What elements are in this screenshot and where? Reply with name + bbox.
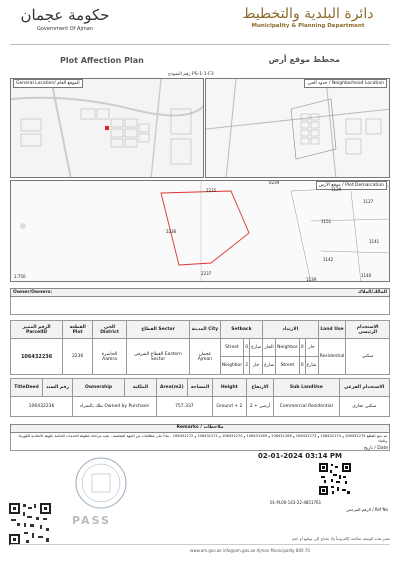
district: الحاضرة Aamra <box>93 339 127 375</box>
header-title-deed-ar: رقم السند <box>42 379 72 397</box>
plot-demarcation-label: موقع الأرض / Plot Demarcation <box>316 181 387 190</box>
plot-number: 1139 <box>306 277 317 282</box>
plot-number: 2237 <box>201 271 212 276</box>
header-sub-landuse-ar: الاستخدام الفرعي <box>339 379 390 397</box>
sub-landuse-ar: سكني تجاري <box>339 397 390 417</box>
qr-code-left-graphic <box>8 502 52 546</box>
setback-cell: 0 <box>299 357 305 375</box>
qr-code-left[interactable] <box>8 502 52 546</box>
owners-box <box>10 297 390 315</box>
footer-links[interactable]: www.am.gov.ae info@am.gov.ae Ajman Municipality 800 70 <box>190 548 310 553</box>
setback-cell: شارع <box>305 357 318 375</box>
sector: القطاع الشرقي Eastern Sector <box>126 339 189 375</box>
official-stamp <box>74 456 128 510</box>
form-number: رقم النموذج PS-1-1-F3 <box>168 72 214 77</box>
city: عجمان Ajman <box>190 339 221 375</box>
header-land-use-ar: الاستخدام الرئيسي <box>346 321 390 339</box>
header-setback-ar: الارتداد <box>263 321 318 339</box>
page-title-en: Plot Affection Plan <box>60 56 144 65</box>
height-ar: أرضي + 2 <box>246 397 273 417</box>
remarks-label: Remarks / ملاحظات <box>176 425 224 430</box>
neighborhood-map-graphic <box>206 79 390 178</box>
department-name-ar: دائرة البلدية والتخطيط <box>242 6 374 22</box>
remarks-text: تم دمج القطع 106431275 و 106431274 و 106431273 و 106431268 و 106431269 و 106431270 و 106431271 و 106431272 ، بناءاً على مطالعات من الجهة المختصة ، يجب مراعاة خطوط الخدمات الخاصة بالهيئة الاتحادية للكهرباء والماء <box>10 433 390 451</box>
remarks-header <box>10 424 390 433</box>
height: Ground + 2 <box>212 397 246 417</box>
qr-code-graphic <box>318 462 352 496</box>
plot-number: 1129 <box>331 187 342 192</box>
government-name-ar: حكومة عجمان <box>20 6 110 24</box>
header-area: Area(m2) <box>156 379 187 397</box>
pass-watermark: PASS <box>72 514 111 527</box>
plot-number: 1127 <box>363 199 374 204</box>
setback-cell: 2 <box>244 357 250 375</box>
ownership-table <box>10 378 390 417</box>
ownership: ملك بالشراء Owned by Purchase <box>73 397 157 417</box>
header-land-use: Land Use <box>318 321 346 339</box>
reference-label: الرقم المرجعي / Ref No <box>345 507 388 512</box>
setback-cell: شارع <box>263 357 276 375</box>
table-row <box>11 397 390 417</box>
plot-number: 1141 <box>369 239 380 244</box>
setback-cell: جار <box>250 357 263 375</box>
setback-cell: Street <box>220 339 244 357</box>
header-setback: Setback <box>220 321 262 339</box>
reference-number: 01-PL00-143-22-4851761 <box>270 500 322 505</box>
government-logo <box>10 6 120 32</box>
department-logo <box>228 6 388 29</box>
title-deed: 106432236 <box>11 397 73 417</box>
header-divider <box>10 44 390 45</box>
plot-number: 2236 <box>166 229 177 234</box>
general-location-map <box>10 78 204 178</box>
area: 757.337 <box>156 397 212 417</box>
setback-cell: Neighbor <box>276 339 300 357</box>
neighborhood-location-label: حدود الحي / Neighborhood Location <box>304 79 387 88</box>
header-height: Height <box>212 379 246 397</box>
issue-date: 02-01-2024 03:14 PM <box>258 452 343 460</box>
header-city: المدينة City <box>190 321 221 339</box>
setback-cell: جار <box>305 339 318 357</box>
setback-cell: الجار <box>263 339 276 357</box>
owners-label-ar: المالك/الملاك <box>357 290 387 295</box>
stamp-graphic <box>74 456 128 510</box>
header-parcel-id: الرقم المميز ParcelID <box>11 321 63 339</box>
plot-number: 1142 <box>323 257 334 262</box>
header-area-ar: المساحة <box>187 379 212 397</box>
plot-number: 1140 <box>361 273 372 278</box>
plot-number-cell: 2236 <box>63 339 93 375</box>
land-use: Residential <box>318 339 346 375</box>
header-title-deed: TitleDeed <box>11 379 43 397</box>
land-use-ar: سكني <box>346 339 390 375</box>
setback-cell: 0 <box>244 339 250 357</box>
plot-demarcation-map <box>10 180 390 282</box>
header-ownership: Ownership <box>73 379 125 397</box>
header-plot: القطعة Plot <box>63 321 93 339</box>
owners-label-en: Owner/Owners: <box>13 290 53 295</box>
plot-number: 1151 <box>321 219 332 224</box>
footer-divider <box>10 544 390 545</box>
parcel-id: 106432236 <box>11 339 63 375</box>
setback-cell: Street <box>276 357 300 375</box>
header-district: الحي District <box>93 321 127 339</box>
setback-cell: 0 <box>299 339 305 357</box>
page-title-ar: مخطط موقع أرض <box>268 55 340 64</box>
setback-cell: شارع <box>250 339 263 357</box>
department-name-en: Municipality & Planning Department <box>251 23 365 29</box>
footer-note: تعتبر هذه الوثيقة صالحة إلكترونياً ولا تحتاج إلى توقيع أو ختم <box>292 536 390 541</box>
plot-number: 2235 <box>206 188 217 193</box>
header-sub-landuse: Sub LandUse <box>274 379 339 397</box>
plot-info-table <box>10 320 390 375</box>
neighborhood-location-map <box>205 78 390 178</box>
table-row <box>11 339 390 357</box>
scale-note: 1:750 <box>14 274 26 279</box>
header-height-ar: الارتفاع <box>246 379 273 397</box>
general-location-label: General Location/ الموقع العام <box>13 79 83 88</box>
header-ownership-ar: الملكية <box>125 379 157 397</box>
road-number: 0239 <box>269 180 280 185</box>
plot-demarcation-graphic <box>11 181 390 282</box>
setback-cell: Neighbor <box>220 357 244 375</box>
government-name-en: Government Of Ajman <box>37 26 93 32</box>
owners-section-header <box>10 288 390 297</box>
general-location-map-graphic <box>11 79 204 178</box>
sub-landuse: Commercial Residential <box>274 397 339 417</box>
date-label: تاريخ / Date <box>363 446 388 451</box>
qr-code[interactable] <box>318 462 352 496</box>
header-sector: القطاع Sector <box>126 321 189 339</box>
